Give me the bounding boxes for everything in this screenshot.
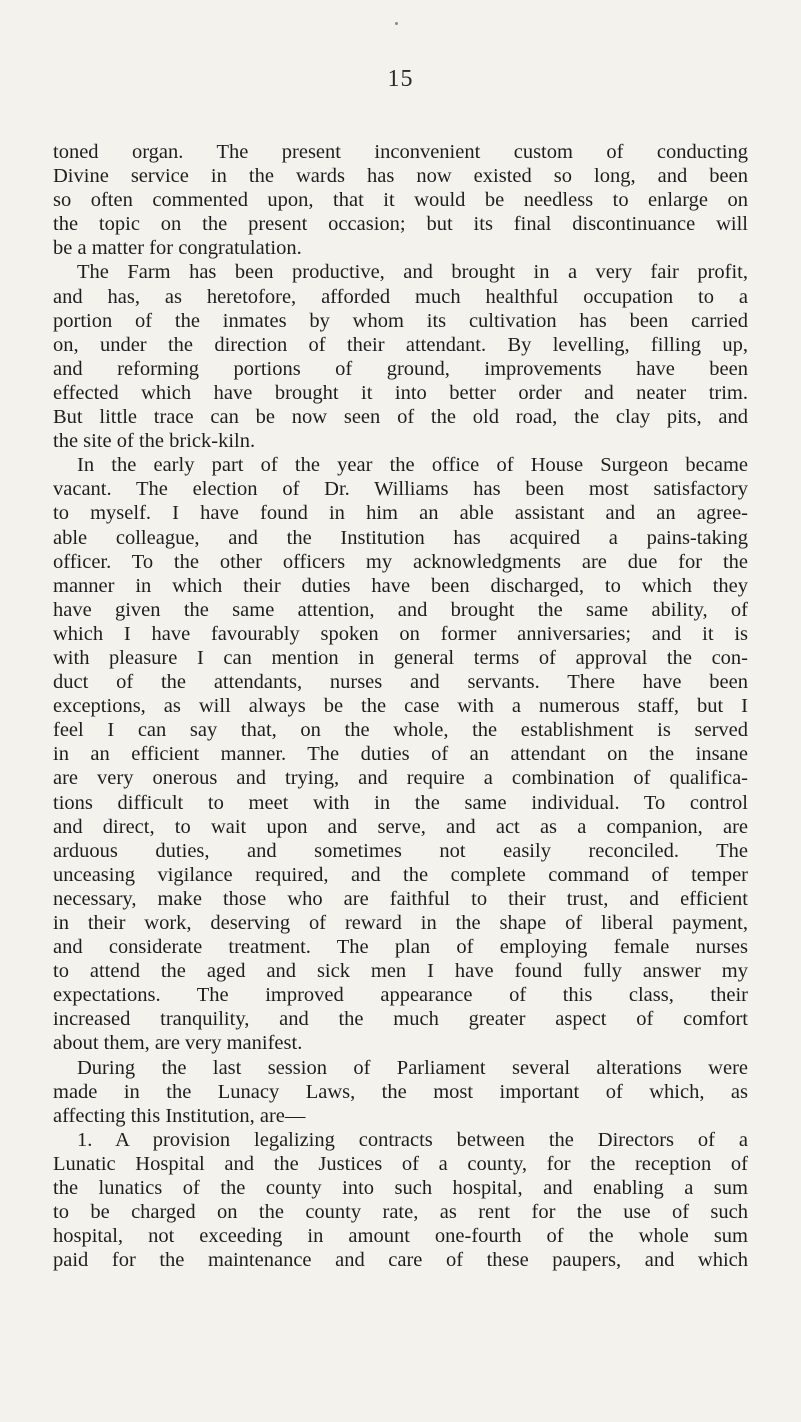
text-line: feel I can say that, on the whole, the establishment is served: [53, 719, 748, 742]
text-line: and considerate treatment. The plan of employing female nurses: [53, 936, 748, 959]
text-line: so often commented upon, that it would be needless to enlarge on: [53, 189, 748, 212]
page-number: 15: [387, 66, 414, 92]
text-line: are very onerous and trying, and require a combination of qualifica-: [53, 767, 748, 790]
text-line: duct of the attendants, nurses and servants. There have been: [53, 671, 748, 694]
text-line: with pleasure I can mention in general terms of approval the con-: [53, 646, 748, 669]
text-line: exceptions, as will always be the case with a numerous staff, but I: [53, 695, 748, 718]
text-line: toned organ. The present inconvenient custom of conducting: [53, 141, 748, 163]
text-line: manner in which their duties have been discharged, to which they: [53, 574, 748, 597]
text-line: which I have favourably spoken on former anniversaries; and it is: [53, 622, 748, 645]
text-line: Lunatic Hospital and the Justices of a county, for the reception of: [53, 1152, 748, 1175]
text-line: the lunatics of the county into such hospital, and enabling a sum: [53, 1177, 748, 1200]
text-line: In the early part of the year the office of House Surgeon became: [77, 454, 748, 477]
text-line: be a matter for congratulation.: [53, 237, 302, 260]
text-line: have given the same attention, and brought the same ability, of: [53, 598, 748, 621]
text-line: officer. To the other officers my acknowledgments are due for the: [53, 550, 748, 573]
text-line: But little trace can be now seen of the old road, the clay pits, and: [53, 406, 748, 429]
text-line: to be charged on the county rate, as rent for the use of such: [53, 1201, 748, 1224]
text-line: expectations. The improved appearance of this class, their: [53, 984, 748, 1007]
text-line: During the last session of Parliament several alterations were: [77, 1056, 748, 1079]
text-line: unceasing vigilance required, and the complete command of temper: [53, 863, 748, 886]
text-line: and has, as heretofore, afforded much healthful occupation to a: [53, 285, 748, 308]
page-speck: [395, 22, 398, 25]
text-line: Divine service in the wards has now existed so long, and been: [53, 165, 748, 188]
text-line: the topic on the present occasion; but its final discontinuance will: [53, 213, 748, 236]
text-line: made in the Lunacy Laws, the most important of which, as: [53, 1080, 748, 1103]
text-line: on, under the direction of their attendant. By levelling, filling up,: [53, 333, 748, 356]
text-line: arduous duties, and sometimes not easily reconciled. The: [53, 839, 748, 862]
text-line: able colleague, and the Institution has acquired a pains-taking: [53, 526, 748, 549]
text-line: about them, are very manifest.: [53, 1032, 303, 1055]
text-line: effected which have brought it into better order and neater trim.: [53, 381, 748, 404]
text-line: the site of the brick-kiln.: [53, 430, 256, 453]
body-text: [53, 140, 748, 1272]
text-line: portion of the inmates by whom its cultivation has been carried: [53, 309, 748, 332]
text-line: increased tranquility, and the much greater aspect of comfort: [53, 1008, 748, 1031]
text-line: and direct, to wait upon and serve, and act as a companion, are: [53, 815, 748, 838]
text-line: paid for the maintenance and care of these paupers, and which: [53, 1249, 748, 1272]
text-line: to myself. I have found in him an able assistant and an agree-: [53, 502, 748, 525]
text-line: The Farm has been productive, and brought in a very fair profit,: [77, 261, 748, 284]
text-line: vacant. The election of Dr. Williams has been most satisfactory: [53, 478, 748, 501]
text-line: 1. A provision legalizing contracts between the Directors of a: [77, 1128, 748, 1151]
text-line: to attend the aged and sick men I have found fully answer my: [53, 960, 748, 983]
text-line: affecting this Institution, are—: [53, 1104, 306, 1127]
text-line: necessary, make those who are faithful to their trust, and efficient: [53, 887, 748, 910]
text-line: and reforming portions of ground, improvements have been: [53, 357, 748, 380]
text-line: hospital, not exceeding in amount one-fourth of the whole sum: [53, 1225, 748, 1248]
text-line: tions difficult to meet with in the same individual. To control: [53, 791, 748, 814]
text-line: in an efficient manner. The duties of an attendant on the insane: [53, 743, 748, 766]
text-line: in their work, deserving of reward in the shape of liberal payment,: [53, 912, 748, 934]
